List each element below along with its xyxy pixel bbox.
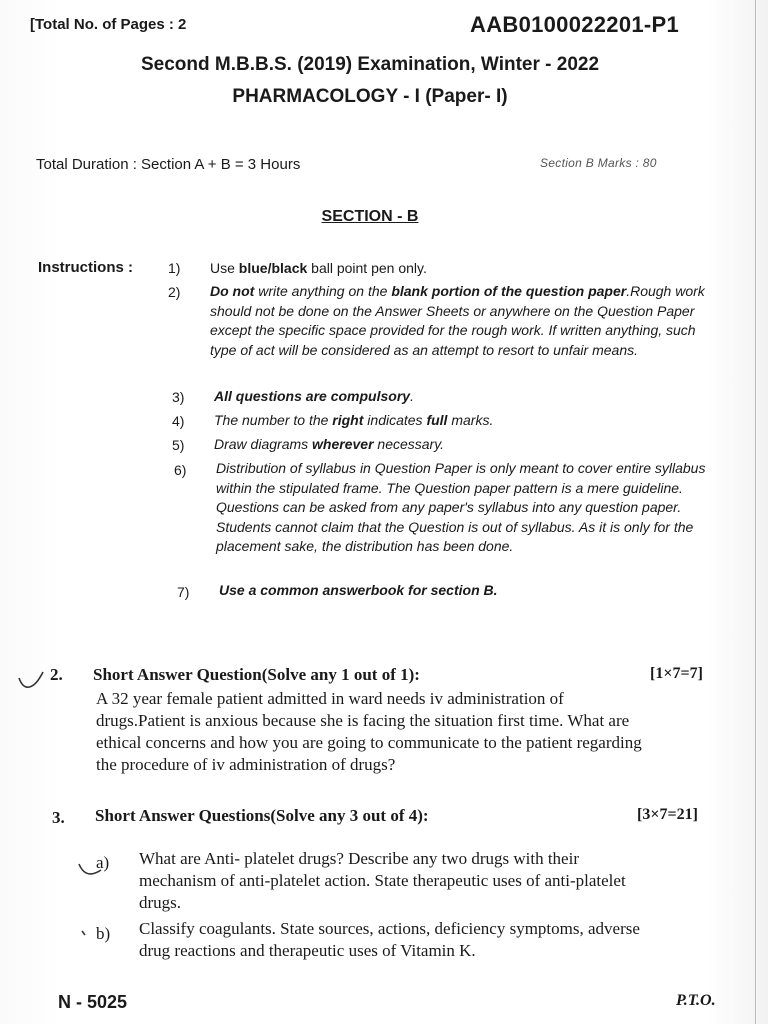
- instruction-text: Use: [210, 260, 239, 276]
- question-line: drug reactions and therapeutic uses of Vitamin K.: [139, 941, 476, 960]
- instruction-text: .Rough work should not be done on the Answer Sheets or anywhere on the Question Paper except the specific space provided for the rough work. If written anything, such type of act will be considered as an attempt to resort to unfair means.: [210, 283, 705, 358]
- instruction-text: ball point pen only.: [307, 260, 427, 276]
- instructions-label: Instructions :: [38, 259, 134, 276]
- question-marks: [3×7=21]: [637, 806, 698, 823]
- instruction-text: The number to the: [214, 412, 333, 428]
- question-heading: Short Answer Questions(Solve any 3 out of 4):: [95, 806, 429, 825]
- question-heading: Short Answer Question(Solve any 1 out of 1):: [93, 665, 420, 684]
- instruction-text: Distribution of syllabus in Question Paper is only meant to cover entire syllabus within the stipulated frame. The Question paper pattern is a mere guideline. Questions can be asked from any paper's syllabus into any question paper. Students cannot claim that the Question is out of syllabus. As it is only for the placement sake, the distribution has been done.: [216, 460, 706, 554]
- question-line: drugs.Patient is anxious because she is facing the situation first time. What are: [96, 711, 630, 730]
- instruction-number: 4): [172, 413, 185, 429]
- exam-title: Second M.B.B.S. (2019) Examination, Winter - 2022: [140, 54, 600, 75]
- question-body: [96, 688, 724, 776]
- instruction-emphasis: right: [332, 412, 364, 428]
- instruction-item: [210, 259, 715, 279]
- subquestion-label: a): [96, 853, 110, 872]
- question-number: 3.: [52, 808, 65, 827]
- instruction-emphasis: blank portion of the question paper: [391, 283, 627, 299]
- instruction-item: [210, 282, 715, 360]
- subquestion-body: [139, 848, 729, 914]
- question-line: Classify coagulants. State sources, actions, deficiency symptoms, adverse: [139, 919, 640, 938]
- total-duration: Total Duration : Section A + B = 3 Hours: [36, 156, 301, 173]
- instruction-emphasis: wherever: [312, 436, 374, 452]
- section-heading: SECTION - B: [321, 208, 419, 225]
- instruction-emphasis: full: [426, 412, 448, 428]
- instruction-text: necessary.: [373, 436, 445, 452]
- question-line: ethical concerns and how you are going to communicate to the patient regarding: [96, 733, 642, 752]
- subquestion-label: b): [96, 924, 111, 943]
- instruction-number: 5): [172, 437, 185, 453]
- instruction-emphasis: blue/black: [238, 260, 308, 276]
- instruction-item: [214, 411, 719, 431]
- instruction-number: 1): [168, 260, 181, 276]
- instruction-number: 7): [177, 584, 190, 600]
- question-line: A 32 year female patient admitted in ward needs iv administration of: [96, 689, 564, 708]
- subquestion-body: [139, 918, 739, 962]
- instruction-text: Draw diagrams: [214, 436, 313, 452]
- instruction-number: 3): [172, 389, 185, 405]
- total-pages: [Total No. of Pages : 2: [30, 16, 187, 33]
- question-number: 2.: [50, 665, 63, 684]
- instruction-emphasis: compulsory: [330, 388, 411, 404]
- instruction-text: marks.: [447, 412, 494, 428]
- instruction-number: 6): [174, 462, 187, 478]
- instruction-text: .: [410, 388, 414, 404]
- question-line: mechanism of anti-platelet action. State therapeutic uses of anti-platelet: [139, 871, 626, 890]
- question-line: the procedure of iv administration of drugs?: [96, 755, 396, 774]
- footer-code: N - 5025: [58, 992, 128, 1012]
- section-marks: Section B Marks : 80: [540, 156, 657, 170]
- instruction-item: [214, 435, 719, 455]
- paper-code: AAB0100022201-P1: [470, 12, 680, 37]
- instruction-emphasis: Use a common answerbook for section B.: [219, 582, 498, 598]
- check-mark-icon: [16, 668, 46, 694]
- question-marks: [1×7=7]: [650, 665, 703, 682]
- tick-mark-icon: [80, 928, 90, 938]
- page-edge: [755, 0, 756, 1024]
- instruction-item: [216, 459, 721, 557]
- pto-label: P.T.O.: [676, 992, 716, 1009]
- question-line: drugs.: [139, 893, 182, 912]
- subject-title: PHARMACOLOGY - I (Paper- I): [232, 86, 508, 107]
- instruction-text: write anything on the: [254, 283, 392, 299]
- instruction-item: [214, 387, 719, 407]
- instruction-emphasis: All questions are: [214, 388, 331, 404]
- question-line: What are Anti- platelet drugs? Describe any two drugs with their: [139, 849, 579, 868]
- instruction-text: indicates: [363, 412, 427, 428]
- instruction-item: [219, 581, 724, 601]
- instruction-emphasis: Do not: [210, 283, 255, 299]
- instruction-number: 2): [168, 284, 181, 300]
